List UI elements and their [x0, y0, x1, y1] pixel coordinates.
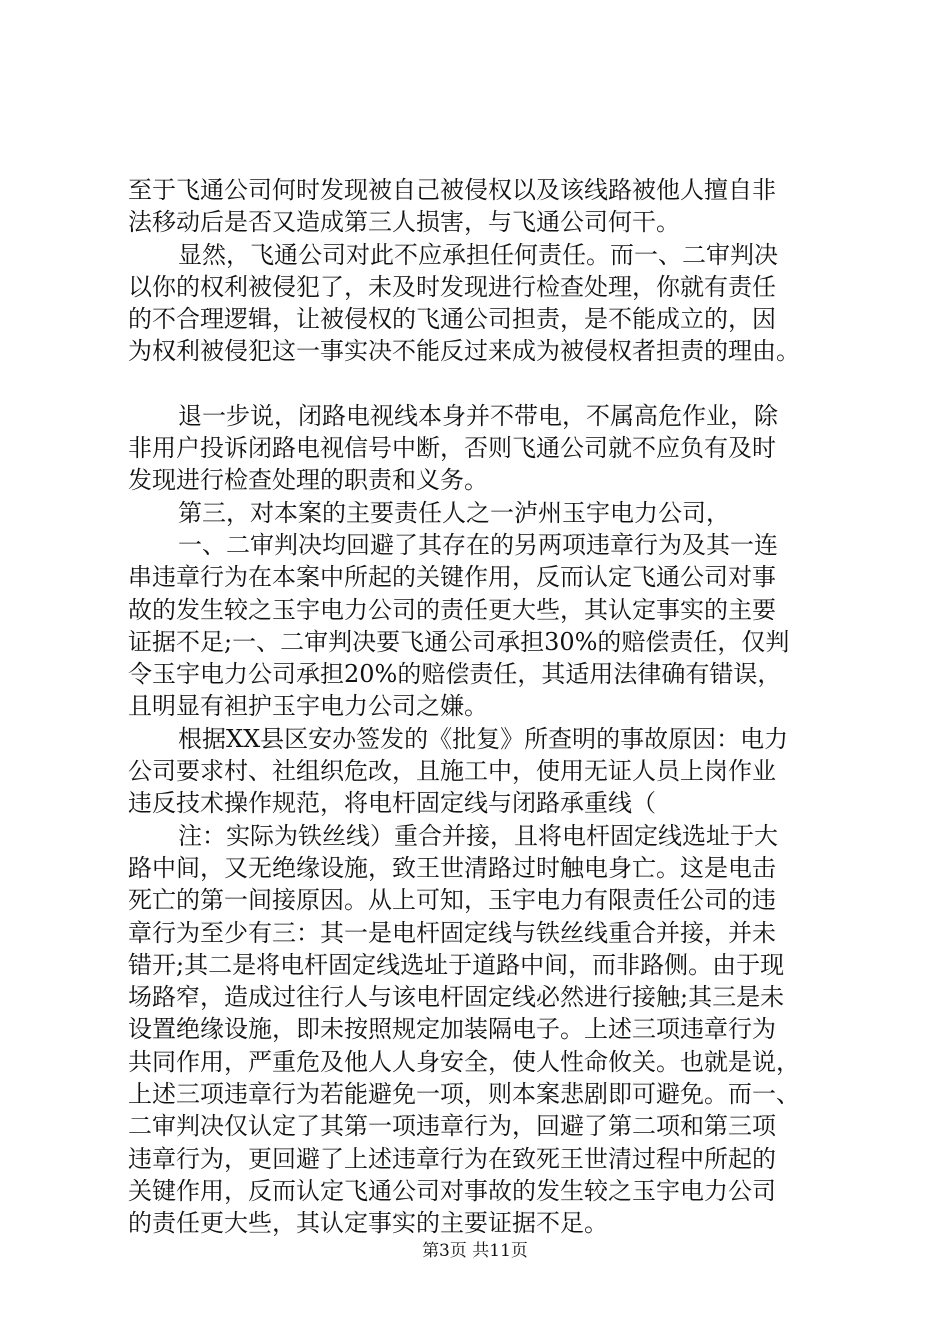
- text-line: 共同作用，严重危及他人人身安全，使人性命攸关。也就是说，: [128, 1047, 800, 1076]
- text-line: 且明显有袒护玉宇电力公司之嫌。: [128, 692, 488, 721]
- text-line: 注：实际为铁丝线）重合并接，且将电杆固定线选址于大: [178, 821, 778, 850]
- text-line: 二审判决仅认定了其第一项违章行为，回避了第二项和第三项: [128, 1112, 776, 1141]
- text-line: 的不合理逻辑，让被侵权的飞通公司担责，是不能成立的，因: [128, 305, 776, 334]
- text-line: 令玉宇电力公司承担20%的赔偿责任，其适用法律确有错误，: [128, 660, 782, 689]
- text-line: 为权利被侵犯这一事实决不能反过来成为被侵权者担责的理由。: [128, 337, 800, 366]
- text-line: 章行为至少有三：其一是电杆固定线与铁丝线重合并接，并未: [128, 918, 776, 947]
- text-line: 违章行为，更回避了上述违章行为在致死王世清过程中所起的: [128, 1144, 776, 1173]
- text-line: 路中间，又无绝缘设施，致王世清路过时触电身亡。这是电击: [128, 853, 776, 882]
- text-line: 关键作用，反而认定飞通公司对事故的发生较之玉宇电力公司: [128, 1176, 776, 1205]
- text-line: 退一步说，闭路电视线本身并不带电，不属高危作业，除: [178, 401, 778, 430]
- text-line: 设置绝缘设施，即未按照规定加装隔电子。上述三项违章行为: [128, 1015, 776, 1044]
- document-body: [128, 174, 828, 1240]
- text-line: 的责任更大些，其认定事实的主要证据不足。: [128, 1209, 608, 1238]
- text-line: 根据XX县区安办签发的《批复》所查明的事故原因：电力: [178, 724, 789, 753]
- text-line: 非用户投诉闭路电视信号中断，否则飞通公司就不应负有及时: [128, 434, 776, 463]
- text-line: 以你的权利被侵犯了，未及时发现进行检查处理，你就有责任: [128, 272, 776, 301]
- text-line: 上述三项违章行为若能避免一项，则本案悲剧即可避免。而一、: [128, 1080, 800, 1109]
- text-line: 故的发生较之玉宇电力公司的责任更大些，其认定事实的主要: [128, 595, 776, 624]
- text-line: 发现进行检查处理的职责和义务。: [128, 466, 488, 495]
- text-line: 第三，对本案的主要责任人之一泸州玉宇电力公司，: [178, 498, 730, 527]
- text-line: 串违章行为在本案中所起的关键作用，反而认定飞通公司对事: [128, 563, 776, 592]
- text-line: 一、二审判决均回避了其存在的另两项违章行为及其一连: [178, 530, 778, 559]
- text-line: 公司要求村、社组织危改，且施工中，使用无证人员上岗作业: [128, 757, 776, 786]
- text-line: 错开;其二是将电杆固定线选址于道路中间，而非路侧。由于现: [128, 950, 785, 979]
- text-line: 至于飞通公司何时发现被自己被侵权以及该线路被他人擅自非: [128, 176, 776, 204]
- text-line: 证据不足;一、二审判决要飞通公司承担30%的赔偿责任，仅判: [128, 627, 790, 656]
- text-line: 显然，飞通公司对此不应承担任何责任。而一、二审判决: [178, 240, 778, 269]
- text-line: 违反技术操作规范，将电杆固定线与闭路承重线（: [128, 789, 656, 818]
- text-line: 场路窄，造成过往行人与该电杆固定线必然进行接触;其三是未: [128, 983, 785, 1012]
- text-line: 法移动后是否又造成第三人损害，与飞通公司何干。: [128, 208, 680, 237]
- text-line: 死亡的第一间接原因。从上可知，玉宇电力有限责任公司的违: [128, 886, 776, 915]
- page-footer: 第3页 共11页: [422, 1241, 528, 1261]
